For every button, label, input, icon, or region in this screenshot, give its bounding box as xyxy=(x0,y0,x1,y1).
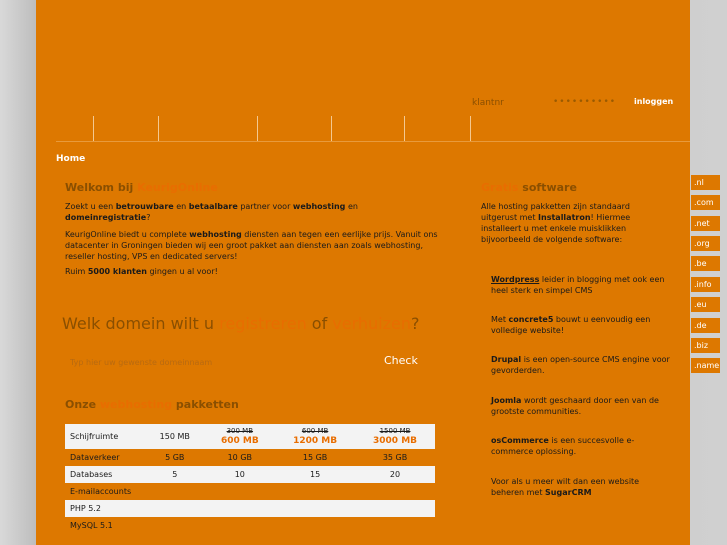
nav-separator xyxy=(158,116,159,142)
about-paragraph: KeurigOnline biedt u complete webhosting diensten aan tegen een eerlijke prijs. Vanuit ons datacenter in Groningen bieden wij een groot pakket aan diensten aan zoals webhosting, reseller hosting, VPS en dedicated servers! xyxy=(65,230,438,261)
nav-separator xyxy=(404,116,405,142)
software-item-drupal: Drupal is een open-source CMS engine voor gevorderden. xyxy=(491,355,670,375)
tld-de[interactable]: .de xyxy=(691,318,720,333)
packages-table xyxy=(65,424,435,534)
password-input[interactable]: •••••••••• xyxy=(553,97,617,107)
login-button[interactable]: inloggen xyxy=(634,97,674,106)
tld-com[interactable]: .com xyxy=(691,195,720,210)
table-row: PHP 5.2 xyxy=(65,500,435,517)
nav-separator xyxy=(93,116,94,142)
tld-net[interactable]: .net xyxy=(691,216,720,231)
software-item-joomla: Joomla wordt geschaard door een van de grootste communities. xyxy=(491,396,659,416)
table-row: Databases 5 10 15 20 xyxy=(65,466,435,483)
table-row: MySQL 5.1 xyxy=(65,517,435,534)
tld-name[interactable]: .name xyxy=(691,358,720,373)
tld-info[interactable]: .info xyxy=(691,277,720,292)
home-link[interactable]: Home xyxy=(56,154,86,164)
table-row: E-mailaccounts xyxy=(65,483,435,500)
nav-divider xyxy=(56,141,690,142)
table-row: Schijfruimte 150 MB 300 MB 600 MB 600 MB 1200 MB 1500 MB 3000 MB xyxy=(65,424,435,449)
nav-separator xyxy=(257,116,258,142)
customer-number-input[interactable]: klantnr xyxy=(472,98,504,108)
tld-nl[interactable]: .nl xyxy=(691,175,720,190)
tld-eu[interactable]: .eu xyxy=(691,297,720,312)
intro-paragraph: Zoekt u een betrouwbare en betaalbare partner voor webhosting en domeinregistratie? xyxy=(65,202,358,222)
nav-separator xyxy=(470,116,471,142)
tld-biz[interactable]: .biz xyxy=(691,338,720,353)
check-button[interactable]: Check xyxy=(384,354,418,367)
domain-question: Welk domein wilt u registreren of verhuizen? xyxy=(62,314,420,333)
software-item-concrete5: Met concrete5 bouwt u eenvoudig een volledige website! xyxy=(491,315,651,335)
table-row: Dataverkeer 5 GB 10 GB 15 GB 35 GB xyxy=(65,449,435,466)
welcome-title: Welkom bij KeurigOnline xyxy=(65,181,218,194)
wordpress-link[interactable]: Wordpress xyxy=(491,275,540,284)
software-title: Gratis software xyxy=(481,181,577,194)
software-item-oscommerce: osCommerce is een succesvolle e-commerce oplossing. xyxy=(491,436,635,456)
tld-org[interactable]: .org xyxy=(691,236,720,251)
domain-search-input[interactable] xyxy=(70,352,360,372)
software-item-wordpress: Wordpress leider in blogging met ook een heel sterk en simpel CMS xyxy=(491,275,665,295)
packages-title: Onze webhosting pakketten xyxy=(65,398,239,411)
software-intro: Alle hosting pakketten zijn standaard uitgerust met Installatron! Hiermee installeert u met enkele muisklikken bijvoorbeeld de volgende software: xyxy=(481,202,631,244)
customers-paragraph: Ruim 5000 klanten gingen u al voor! xyxy=(65,267,218,276)
tld-be[interactable]: .be xyxy=(691,256,720,271)
nav-separator xyxy=(331,116,332,142)
software-item-sugarcrm: Voor als u meer wilt dan een website beheren met SugarCRM xyxy=(491,477,640,497)
